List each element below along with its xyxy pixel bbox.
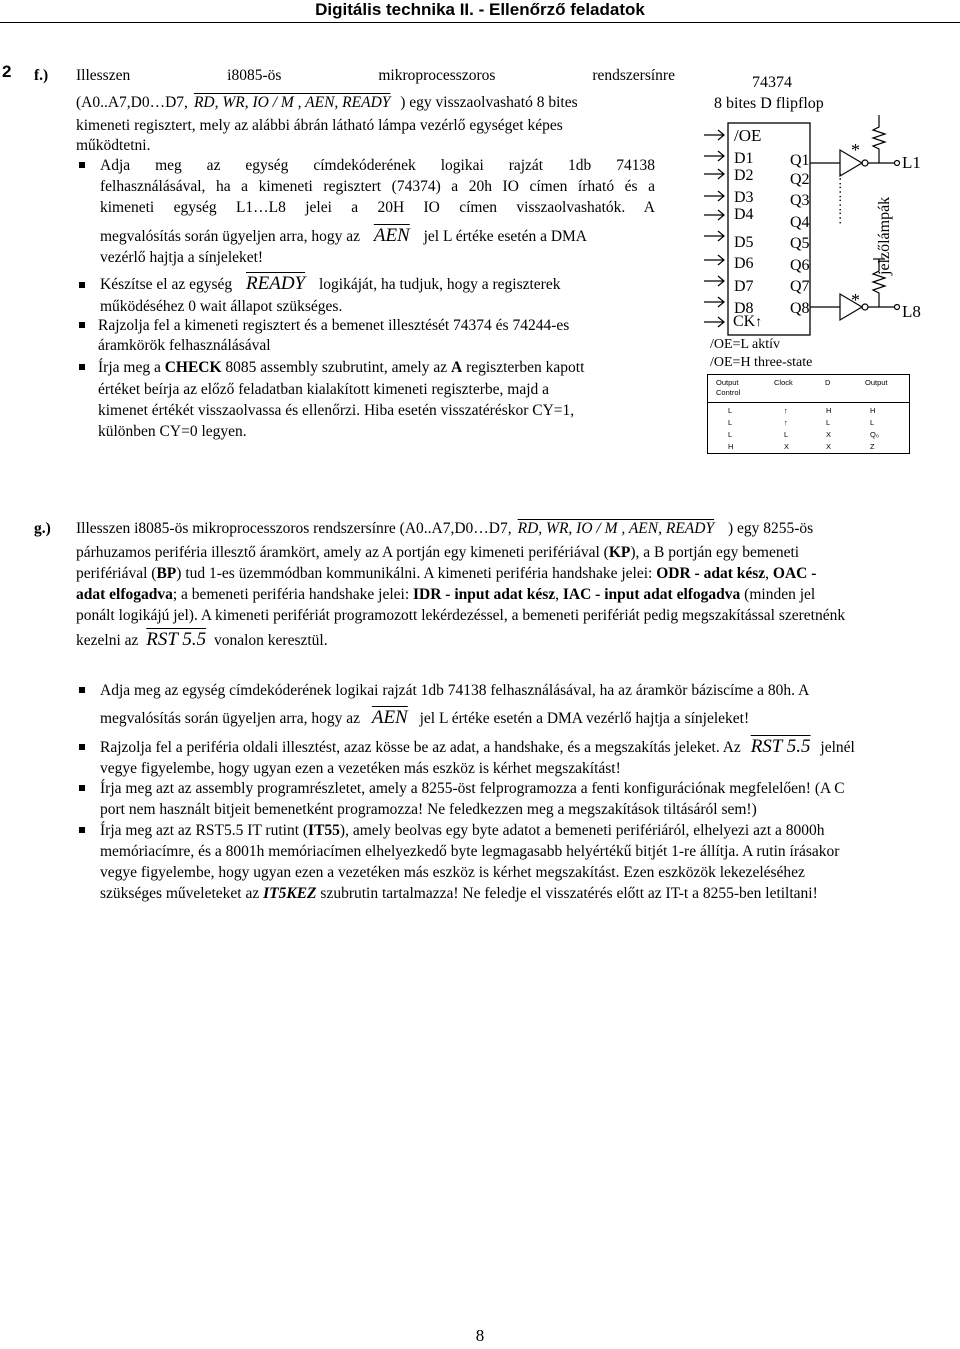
pin-label: D1 [734,150,754,167]
oe-note-active: /OE=L aktív [710,337,780,352]
table-header: Clock [774,378,793,387]
table-cell: L [826,418,831,427]
table-col [826,405,831,453]
g-line4-comma: , [555,586,559,603]
star-l1: * [851,140,860,160]
table-cell: L [728,430,733,439]
task-f-bullet1-line2: felhasználásával, ha a kimeneti regisztert (74374) a 20h IO címen írható és a [100,178,655,195]
g-b4-a: Írja meg azt az RST5.5 IT rutint ( [100,822,309,839]
odr-signal: ODR - adat kész [656,565,766,582]
g-line3-a: perifériával ( [76,565,157,582]
bullet-marker [79,827,85,833]
table-cell: H [826,406,832,415]
table-col [784,405,789,453]
g-b4-4c: szubrutin tartalmazza! Ne feledje el visszatérés előtt az IT-t a 8255-ben letiltani! [320,885,818,902]
register-a: A [450,359,463,376]
bullet4-c: 8085 assembly szubrutint, amely az [225,359,448,376]
table-cell: H [870,406,876,415]
kp-label: KP [608,544,631,561]
table-cell: L [728,418,733,427]
pin-label: Q3 [790,192,810,209]
intro-word: i8085-ös [227,67,282,84]
g-b4-4a: szükséges műveleteket az [100,885,260,902]
bullet-marker [79,162,85,168]
task-g-bullet2-line2: vegye figyelembe, hogy ugyan ezen a vezetéken más eszköz is kérhet megszakítást! [100,760,621,777]
task-f-bullet1-line5: vezérlő hajtja a sínjeleket! [100,249,264,266]
intro-word: Illesszen [76,67,131,84]
task-f-bullet1-line4 [100,226,587,246]
task-g-line3 [76,564,816,583]
table-cell: Z [870,442,875,451]
chip-subtitle: 8 bites D flipflop [714,95,824,112]
l1-label: L1 [902,153,921,172]
section-number: 2 [2,62,12,81]
lamp-dots: ………… [830,173,845,225]
task-g-bullet3-line1: Írja meg azt az assembly programrészletet, amely a 8255-öst felprogramozza a fenti konfigurációnak megfelelően! (A C [100,780,845,797]
table-header: D [825,378,831,387]
bus-signals: RD, WR, IO / M , AEN, READY [193,94,391,111]
task-f-bullet4-line1 [98,358,584,377]
task-f-label: f.) [34,67,49,84]
task-g-bullet1-line2 [100,708,749,728]
table-cell: X [826,442,832,451]
g-line2-a: párhuzamos periféria illesztő áramkört, amely az A portján egy kimeneti perifériával ( [76,544,609,561]
l8-terminal [895,305,900,310]
d-pins [734,148,754,319]
bullet4-e: regiszterben kapott [466,359,585,376]
lamps-label: jelzőlámpák [876,196,893,275]
g-b2-a: Rajzolja fel a periféria oldali illesztést, azaz kösse be az adat, a handshake, és a megszakítás jeleket. Az [100,739,741,756]
it5kez-routine-name: IT5KEZ [263,885,317,902]
oe-note-tristate: /OE=H three-state [710,355,813,370]
bullet1-line4-start: megvalósítás során ügyeljen arra, hogy az [100,228,360,245]
table-cell: X [784,442,790,451]
g-line6-b: vonalon keresztül. [213,632,328,649]
page-header-title: Digitális technika II. - Ellenőrző feladatok [315,0,645,19]
aen-signal: $\overline{AEN}$ [371,707,408,728]
table-cell: L [870,418,875,427]
bus-signals: RD, WR, IO / M , AEN, READY [517,520,715,537]
g-line1-end: ) egy 8255-ös [727,520,814,537]
bullet2-end: logikáját, ha tudjuk, hogy a regiszterek [318,276,561,293]
table-cell: ↑ [784,406,788,415]
pin-label: D2 [734,167,754,185]
bullet1-line4-end: jel L értéke esetén a DMA [423,228,588,245]
task-g-line2 [76,543,799,562]
g-line6-a: kezelni az [76,632,139,649]
oac-signal: OAC - [772,565,817,582]
oe-pin: /OE [734,126,762,145]
task-f-bullet3-line1: Rajzolja fel a kimeneti regisztert és a bemenet illesztését 74374 és 74244-es [98,317,570,334]
star-l8: * [851,290,860,310]
g-b1-b: jel L értéke esetén a DMA vezérlő hajtja a sínjeleket! [419,710,750,727]
pin-label: D7 [734,278,754,296]
intro-word: mikroprocesszoros [378,67,496,84]
table-cell: L [728,406,733,415]
table-cell: ↑ [784,418,788,427]
it55-routine-name: IT55 [308,822,340,839]
task-g-label: g.) [34,520,51,537]
table-header: Output [865,378,888,387]
oac-signal-rest: adat elfogadva [76,586,173,603]
truth-table [707,374,910,454]
intro-line2-rest: ) egy visszaolvasható 8 bites [400,94,578,111]
task-f-intro-line3: kimeneti regisztert, mely az alábbi ábrán látható lámpa vezérlő egységet képes [76,117,563,134]
task-g-line4 [76,585,815,604]
table-header: Output Control [716,378,741,397]
address-bus-text: (A0..A7,D0…D7, [76,94,188,111]
bullet-marker [79,322,85,328]
l1-terminal [895,161,900,166]
table-cell: H [728,442,734,451]
table-col [728,405,733,453]
rst55-signal: RST 5.5 [146,629,207,650]
task-f-bullet4-line3: kimenet értékét visszaolvassa és ellenőrzi. Hiba esetén visszatéréskor CY=1, [98,402,575,419]
g-b2-b: jelnél [820,739,855,756]
aen-signal: $\overline{AEN}$ [373,225,410,246]
task-f-bullet1-line3: kimeneti egység L1…L8 jelei a 20H IO címen visszaolvashatók. A [100,199,655,216]
q-pins [790,150,810,319]
bullet2-start: Készítse el az egység [100,276,233,293]
g-line3-comma: , [765,565,770,582]
task-f-bullet4-line2: értéket beírja az előző feladatban kialakított kimeneti regiszterbe, majd a [98,381,550,398]
pin-label: D5 [734,233,754,251]
task-g-bullet4-line3: vegye figyelembe, hogy ugyan ezen a vezetéken más eszköz is kérhet megszakítást. Ezen eszközök lekezeléséhez [100,864,805,881]
intro-word: rendszersínre [592,67,675,84]
g-line4-f: (minden jel [744,586,816,603]
g-line4-b: ; a bemeneti periféria handshake jelei: [172,586,410,603]
bullet-marker [79,785,85,791]
task-g-bullet2-line1 [100,737,855,757]
input-arrows [704,130,724,327]
table-col [870,405,879,453]
task-f-bullet2-line2: működéséhez 0 wait állapot szükséges. [100,298,343,315]
task-g-bullet3-line2: port nem használt bitjeit bemenetként programozza! Ne feledkezzen meg a megszakítások tiltásáról sem!) [100,801,757,818]
bp-label: BP [156,565,177,582]
rst55-signal: RST 5.5 [750,736,811,757]
pin-label: D3 [734,188,754,206]
pin-label: Q4 [790,213,810,231]
pin-label: Q2 [790,170,810,188]
idr-signal: IDR - input adat kész [413,586,556,603]
bullet-marker [79,687,85,693]
rising-edge-icon: ↑ [755,315,763,330]
table-cell: X [826,430,832,439]
g-b4-c: ), amely beolvas egy byte adatot a bemeneti perifériáról, elhelyezi azt a 8000h [339,822,825,839]
g-line2-c: ), a B portján egy bemeneti [630,544,800,561]
task-g-line5: ponált logikájú jel). A kimeneti perifériát programozott lekérdezéssel, a bemeneti perifériát pedig megszakítással szeretnénk [76,607,846,624]
pin-label: Q5 [790,235,810,252]
g-b1-a: megvalósítás során ügyeljen arra, hogy az [100,710,360,727]
task-g-bullet1-line1: Adja meg az egység címdekóderének logikai rajzát 1db 74138 felhasználásával, ha az áramkör báziscíme a 80h. A [100,682,810,699]
pin-label: Q8 [790,299,810,317]
pin-label: D8 [734,299,754,317]
ready-signal: READY [246,273,306,294]
task-f-bullet4-line4: különben CY=0 legyen. [98,423,247,440]
task-f-intro-line4: működtetni. [76,137,151,154]
pin-label: Q1 [790,152,810,169]
task-g-line1 [76,519,813,538]
pin-label: D6 [734,255,754,273]
lamp-l1-icon [873,115,885,163]
iac-signal: IAC - input adat elfogadva [562,586,741,603]
page-number: 8 [475,1326,485,1345]
task-f-bullet2-line1 [100,274,560,294]
task-g-line6 [76,630,328,650]
task-g-bullet4-line4 [100,884,818,903]
bullet-marker [79,364,85,370]
task-g-bullet4-line1 [100,821,825,840]
l8-label: L8 [902,302,921,321]
check-routine-name: CHECK [164,359,222,376]
ck-label: CK [733,313,756,330]
pin-label: D4 [734,206,754,224]
g-line1-start: Illesszen i8085-ös mikroprocesszoros rendszersínre (A0..A7,D0…D7, [76,520,512,537]
task-f-bullet3-line2: áramkörök felhasználásával [98,337,271,354]
chip-title: 74374 [752,74,792,91]
task-f-intro-line2 [76,93,578,112]
ck-pin [733,313,762,331]
table-cell: Q₀ [870,430,879,439]
task-g-bullet4-line2: memóriacímre, és a 8001h memóriacímen elhelyezkedő byte legmagasabb helyértékű bitjét 1-re állítja. A rutin írásakor [100,843,840,860]
task-f-intro-line1 [76,66,675,85]
header-rule [0,22,960,23]
bullet4-a: Írja meg a [98,359,161,376]
task-f-bullet1-line1: Adja meg az egység címdekóderének logikai rajzát 1db 74138 [100,157,655,174]
table-cell: L [784,430,789,439]
bullet-marker [79,282,85,288]
pin-label: Q6 [790,256,810,274]
bullet-marker [79,744,85,750]
pin-label: Q7 [790,278,810,295]
g-line3-c: ) tud 1-es üzemmódban kommunikálni. A kimeneti periféria handshake jelei: [176,565,653,582]
